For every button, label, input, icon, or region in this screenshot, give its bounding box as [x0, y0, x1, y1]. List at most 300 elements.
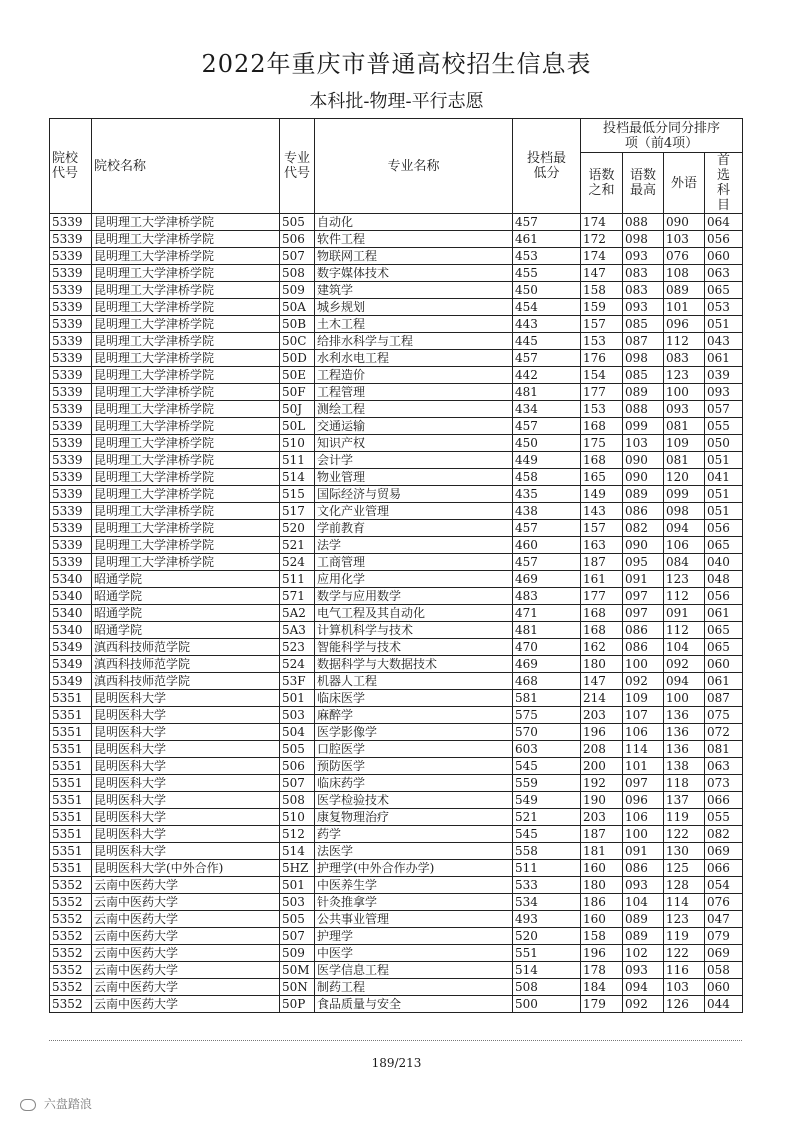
cell-foreign-language: 101	[664, 299, 705, 316]
table-row	[50, 299, 743, 316]
cell-major-code: 507	[280, 928, 315, 945]
cell-major-name: 中医养生学	[315, 877, 513, 894]
cell-sum-chinese-math: 163	[581, 537, 623, 554]
cell-first-subject: 057	[705, 401, 743, 418]
cell-first-subject: 051	[705, 486, 743, 503]
cell-first-subject: 076	[705, 894, 743, 911]
cell-sum-chinese-math: 187	[581, 554, 623, 571]
table-row	[50, 843, 743, 860]
watermark-text: 六盘踏浪	[43, 1097, 92, 1111]
table-row	[50, 350, 743, 367]
cell-min-score: 545	[513, 758, 581, 775]
cell-first-subject: 060	[705, 656, 743, 673]
cell-foreign-language: 126	[664, 996, 705, 1013]
cell-sum-chinese-math: 168	[581, 452, 623, 469]
table-row	[50, 282, 743, 299]
cell-first-subject: 063	[705, 758, 743, 775]
cell-max-chinese-math: 082	[623, 520, 664, 537]
cell-school-code: 5339	[50, 452, 92, 469]
cell-sum-chinese-math: 203	[581, 707, 623, 724]
cell-first-subject: 066	[705, 792, 743, 809]
cell-first-subject: 051	[705, 503, 743, 520]
cell-school-code: 5351	[50, 843, 92, 860]
cell-first-subject: 060	[705, 248, 743, 265]
table-row	[50, 707, 743, 724]
cell-school-name: 昆明医科大学	[92, 775, 280, 792]
cell-school-code: 5349	[50, 673, 92, 690]
cell-major-code: 509	[280, 945, 315, 962]
header-max-chinese-math: 语数最高	[623, 153, 664, 214]
table-row	[50, 826, 743, 843]
table-row	[50, 401, 743, 418]
cell-foreign-language: 116	[664, 962, 705, 979]
cell-first-subject: 043	[705, 333, 743, 350]
cell-school-code: 5349	[50, 639, 92, 656]
cell-school-name: 昆明理工大学津桥学院	[92, 418, 280, 435]
table-row	[50, 622, 743, 639]
cell-school-code: 5351	[50, 775, 92, 792]
cell-sum-chinese-math: 157	[581, 520, 623, 537]
cell-major-code: 514	[280, 469, 315, 486]
cell-max-chinese-math: 090	[623, 452, 664, 469]
header-first-subject: 首选科目	[705, 153, 743, 214]
cell-major-code: 517	[280, 503, 315, 520]
cell-max-chinese-math: 096	[623, 792, 664, 809]
cell-min-score: 493	[513, 911, 581, 928]
cell-major-name: 应用化学	[315, 571, 513, 588]
cell-school-name: 昆明理工大学津桥学院	[92, 537, 280, 554]
cell-major-code: 507	[280, 775, 315, 792]
cell-major-code: 506	[280, 231, 315, 248]
cell-first-subject: 051	[705, 316, 743, 333]
cell-foreign-language: 122	[664, 945, 705, 962]
cell-min-score: 533	[513, 877, 581, 894]
cell-major-name: 自动化	[315, 214, 513, 231]
cell-sum-chinese-math: 174	[581, 248, 623, 265]
cell-min-score: 570	[513, 724, 581, 741]
table-row	[50, 367, 743, 384]
cell-min-score: 575	[513, 707, 581, 724]
cell-sum-chinese-math: 181	[581, 843, 623, 860]
cell-school-code: 5351	[50, 826, 92, 843]
cell-min-score: 469	[513, 571, 581, 588]
cell-school-code: 5352	[50, 979, 92, 996]
cell-first-subject: 065	[705, 622, 743, 639]
cell-major-name: 工商管理	[315, 554, 513, 571]
cell-major-code: 520	[280, 520, 315, 537]
cell-first-subject: 060	[705, 979, 743, 996]
table-row	[50, 809, 743, 826]
cell-min-score: 558	[513, 843, 581, 860]
cell-school-name: 云南中医药大学	[92, 979, 280, 996]
cell-school-code: 5339	[50, 537, 92, 554]
cell-foreign-language: 118	[664, 775, 705, 792]
cell-min-score: 559	[513, 775, 581, 792]
cell-school-name: 昆明医科大学(中外合作)	[92, 860, 280, 877]
cell-major-name: 医学信息工程	[315, 962, 513, 979]
cell-foreign-language: 089	[664, 282, 705, 299]
cell-major-code: 50D	[280, 350, 315, 367]
cell-major-code: 501	[280, 877, 315, 894]
cell-school-name: 昆明理工大学津桥学院	[92, 384, 280, 401]
cell-major-code: 510	[280, 809, 315, 826]
cell-min-score: 442	[513, 367, 581, 384]
cell-major-code: 511	[280, 571, 315, 588]
cell-school-name: 昆明理工大学津桥学院	[92, 248, 280, 265]
cell-min-score: 471	[513, 605, 581, 622]
cell-max-chinese-math: 094	[623, 979, 664, 996]
cell-major-code: 501	[280, 690, 315, 707]
cell-max-chinese-math: 099	[623, 418, 664, 435]
cell-school-code: 5339	[50, 316, 92, 333]
table-body	[50, 214, 743, 1013]
cell-major-code: 50E	[280, 367, 315, 384]
cell-major-code: 503	[280, 707, 315, 724]
table-row	[50, 656, 743, 673]
cell-major-code: 507	[280, 248, 315, 265]
cell-major-name: 麻醉学	[315, 707, 513, 724]
cell-first-subject: 054	[705, 877, 743, 894]
cell-min-score: 455	[513, 265, 581, 282]
cell-min-score: 468	[513, 673, 581, 690]
header-foreign-language: 外语	[664, 153, 705, 214]
table-row	[50, 741, 743, 758]
cell-school-name: 云南中医药大学	[92, 996, 280, 1013]
cell-school-name: 昆明理工大学津桥学院	[92, 333, 280, 350]
cell-major-name: 口腔医学	[315, 741, 513, 758]
cell-school-code: 5351	[50, 809, 92, 826]
cell-school-name: 昆明理工大学津桥学院	[92, 265, 280, 282]
cell-foreign-language: 091	[664, 605, 705, 622]
cell-major-code: 50M	[280, 962, 315, 979]
cell-max-chinese-math: 093	[623, 248, 664, 265]
table-row	[50, 571, 743, 588]
cell-school-name: 昆明医科大学	[92, 809, 280, 826]
cell-first-subject: 063	[705, 265, 743, 282]
cell-max-chinese-math: 092	[623, 673, 664, 690]
cell-max-chinese-math: 086	[623, 622, 664, 639]
cell-max-chinese-math: 107	[623, 707, 664, 724]
cell-major-code: 510	[280, 435, 315, 452]
cell-sum-chinese-math: 200	[581, 758, 623, 775]
cell-max-chinese-math: 100	[623, 826, 664, 843]
cell-school-code: 5352	[50, 996, 92, 1013]
cell-school-code: 5352	[50, 928, 92, 945]
cell-max-chinese-math: 114	[623, 741, 664, 758]
cell-max-chinese-math: 100	[623, 656, 664, 673]
table-row	[50, 418, 743, 435]
cell-major-name: 学前教育	[315, 520, 513, 537]
cell-max-chinese-math: 095	[623, 554, 664, 571]
cell-major-name: 文化产业管理	[315, 503, 513, 520]
cell-major-code: 509	[280, 282, 315, 299]
table-row	[50, 316, 743, 333]
table-row	[50, 520, 743, 537]
cell-min-score: 457	[513, 554, 581, 571]
cell-school-name: 昆明医科大学	[92, 792, 280, 809]
cell-major-name: 水利水电工程	[315, 350, 513, 367]
cell-school-name: 昆明理工大学津桥学院	[92, 452, 280, 469]
cell-foreign-language: 119	[664, 928, 705, 945]
cell-school-code: 5339	[50, 214, 92, 231]
cell-sum-chinese-math: 175	[581, 435, 623, 452]
cell-major-code: 5A3	[280, 622, 315, 639]
cell-first-subject: 039	[705, 367, 743, 384]
cell-first-subject: 053	[705, 299, 743, 316]
table-row	[50, 996, 743, 1013]
cell-sum-chinese-math: 179	[581, 996, 623, 1013]
cell-sum-chinese-math: 158	[581, 282, 623, 299]
cell-min-score: 449	[513, 452, 581, 469]
cell-first-subject: 044	[705, 996, 743, 1013]
cell-first-subject: 065	[705, 537, 743, 554]
cell-first-subject: 048	[705, 571, 743, 588]
cell-school-name: 昆明理工大学津桥学院	[92, 401, 280, 418]
cell-major-name: 知识产权	[315, 435, 513, 452]
cell-min-score: 457	[513, 520, 581, 537]
cell-sum-chinese-math: 159	[581, 299, 623, 316]
cell-school-name: 昭通学院	[92, 588, 280, 605]
page-title: 2022年重庆市普通高校招生信息表	[201, 50, 592, 78]
cell-foreign-language: 123	[664, 571, 705, 588]
cell-max-chinese-math: 083	[623, 282, 664, 299]
cell-min-score: 457	[513, 214, 581, 231]
cell-first-subject: 055	[705, 809, 743, 826]
table-row	[50, 894, 743, 911]
cell-max-chinese-math: 089	[623, 911, 664, 928]
table-row	[50, 588, 743, 605]
cell-min-score: 460	[513, 537, 581, 554]
cell-major-name: 数据科学与大数据技术	[315, 656, 513, 673]
cell-foreign-language: 098	[664, 503, 705, 520]
cell-sum-chinese-math: 208	[581, 741, 623, 758]
cell-major-code: 50A	[280, 299, 315, 316]
cell-major-code: 508	[280, 792, 315, 809]
cell-first-subject: 056	[705, 231, 743, 248]
table-row	[50, 928, 743, 945]
cell-sum-chinese-math: 177	[581, 384, 623, 401]
table-row	[50, 758, 743, 775]
cell-school-name: 昆明理工大学津桥学院	[92, 503, 280, 520]
cell-school-name: 云南中医药大学	[92, 945, 280, 962]
cell-school-name: 昆明理工大学津桥学院	[92, 316, 280, 333]
cell-sum-chinese-math: 184	[581, 979, 623, 996]
cell-first-subject: 061	[705, 605, 743, 622]
cell-min-score: 457	[513, 350, 581, 367]
cell-max-chinese-math: 109	[623, 690, 664, 707]
cell-school-code: 5351	[50, 741, 92, 758]
cell-school-code: 5352	[50, 911, 92, 928]
cell-foreign-language: 112	[664, 622, 705, 639]
cell-max-chinese-math: 104	[623, 894, 664, 911]
cell-school-name: 昆明医科大学	[92, 826, 280, 843]
cell-major-code: 5A2	[280, 605, 315, 622]
cell-min-score: 435	[513, 486, 581, 503]
cell-min-score: 549	[513, 792, 581, 809]
cell-sum-chinese-math: 160	[581, 911, 623, 928]
cell-school-name: 昆明理工大学津桥学院	[92, 282, 280, 299]
cell-major-name: 制药工程	[315, 979, 513, 996]
cell-sum-chinese-math: 174	[581, 214, 623, 231]
cell-max-chinese-math: 090	[623, 537, 664, 554]
cell-school-name: 云南中医药大学	[92, 894, 280, 911]
cell-school-name: 昭通学院	[92, 622, 280, 639]
cell-first-subject: 073	[705, 775, 743, 792]
cell-major-name: 物联网工程	[315, 248, 513, 265]
cell-max-chinese-math: 097	[623, 775, 664, 792]
cell-school-code: 5339	[50, 248, 92, 265]
table-row	[50, 214, 743, 231]
cell-max-chinese-math: 106	[623, 724, 664, 741]
cell-major-code: 50P	[280, 996, 315, 1013]
cell-first-subject: 061	[705, 350, 743, 367]
cell-major-name: 医学影像学	[315, 724, 513, 741]
cell-min-score: 581	[513, 690, 581, 707]
cell-major-name: 城乡规划	[315, 299, 513, 316]
cell-foreign-language: 104	[664, 639, 705, 656]
cell-foreign-language: 094	[664, 673, 705, 690]
cell-sum-chinese-math: 180	[581, 656, 623, 673]
cell-min-score: 445	[513, 333, 581, 350]
cell-school-name: 昆明理工大学津桥学院	[92, 367, 280, 384]
cell-first-subject: 075	[705, 707, 743, 724]
cell-max-chinese-math: 088	[623, 401, 664, 418]
cell-first-subject: 056	[705, 588, 743, 605]
cell-min-score: 450	[513, 282, 581, 299]
cell-first-subject: 040	[705, 554, 743, 571]
cell-max-chinese-math: 085	[623, 316, 664, 333]
cell-school-code: 5349	[50, 656, 92, 673]
cell-sum-chinese-math: 186	[581, 894, 623, 911]
watermark-logo-icon	[20, 1099, 36, 1111]
table-row	[50, 639, 743, 656]
cell-major-code: 524	[280, 554, 315, 571]
cell-max-chinese-math: 092	[623, 996, 664, 1013]
cell-school-code: 5352	[50, 894, 92, 911]
cell-max-chinese-math: 091	[623, 571, 664, 588]
cell-foreign-language: 122	[664, 826, 705, 843]
cell-max-chinese-math: 089	[623, 928, 664, 945]
cell-max-chinese-math: 097	[623, 605, 664, 622]
cell-school-name: 昆明理工大学津桥学院	[92, 214, 280, 231]
cell-min-score: 500	[513, 996, 581, 1013]
cell-school-name: 昆明理工大学津桥学院	[92, 554, 280, 571]
cell-first-subject: 041	[705, 469, 743, 486]
cell-school-name: 昆明医科大学	[92, 741, 280, 758]
cell-sum-chinese-math: 176	[581, 350, 623, 367]
cell-min-score: 508	[513, 979, 581, 996]
cell-foreign-language: 084	[664, 554, 705, 571]
cell-min-score: 450	[513, 435, 581, 452]
cell-foreign-language: 099	[664, 486, 705, 503]
cell-min-score: 438	[513, 503, 581, 520]
cell-first-subject: 055	[705, 418, 743, 435]
cell-school-name: 昆明理工大学津桥学院	[92, 435, 280, 452]
cell-first-subject: 065	[705, 639, 743, 656]
cell-max-chinese-math: 101	[623, 758, 664, 775]
cell-major-code: 50L	[280, 418, 315, 435]
cell-foreign-language: 100	[664, 690, 705, 707]
table-row	[50, 435, 743, 452]
cell-sum-chinese-math: 178	[581, 962, 623, 979]
cell-school-code: 5351	[50, 707, 92, 724]
cell-sum-chinese-math: 149	[581, 486, 623, 503]
cell-school-code: 5340	[50, 622, 92, 639]
header-major-code: 专业代号	[280, 119, 315, 214]
table-row	[50, 554, 743, 571]
cell-school-code: 5339	[50, 265, 92, 282]
cell-sum-chinese-math: 153	[581, 333, 623, 350]
cell-min-score: 434	[513, 401, 581, 418]
cell-school-name: 昆明医科大学	[92, 724, 280, 741]
cell-school-code: 5339	[50, 299, 92, 316]
cell-major-name: 临床医学	[315, 690, 513, 707]
cell-sum-chinese-math: 190	[581, 792, 623, 809]
cell-major-name: 土木工程	[315, 316, 513, 333]
cell-foreign-language: 093	[664, 401, 705, 418]
cell-school-name: 滇西科技师范学院	[92, 639, 280, 656]
cell-school-name: 滇西科技师范学院	[92, 673, 280, 690]
cell-foreign-language: 103	[664, 231, 705, 248]
cell-major-name: 工程管理	[315, 384, 513, 401]
table-row	[50, 724, 743, 741]
cell-foreign-language: 136	[664, 724, 705, 741]
cell-max-chinese-math: 106	[623, 809, 664, 826]
cell-school-name: 昆明理工大学津桥学院	[92, 469, 280, 486]
cell-max-chinese-math: 097	[623, 588, 664, 605]
cell-max-chinese-math: 103	[623, 435, 664, 452]
cell-major-name: 食品质量与安全	[315, 996, 513, 1013]
cell-major-name: 护理学	[315, 928, 513, 945]
cell-sum-chinese-math: 168	[581, 418, 623, 435]
cell-foreign-language: 090	[664, 214, 705, 231]
cell-school-code: 5339	[50, 384, 92, 401]
cell-major-code: 524	[280, 656, 315, 673]
cell-school-code: 5340	[50, 588, 92, 605]
cell-max-chinese-math: 086	[623, 860, 664, 877]
cell-max-chinese-math: 090	[623, 469, 664, 486]
cell-sum-chinese-math: 147	[581, 265, 623, 282]
cell-min-score: 521	[513, 809, 581, 826]
cell-major-name: 机器人工程	[315, 673, 513, 690]
cell-school-code: 5339	[50, 282, 92, 299]
cell-major-name: 法医学	[315, 843, 513, 860]
cell-max-chinese-math: 088	[623, 214, 664, 231]
header-tiebreak-group: 投档最低分同分排序项（前4项）	[581, 119, 743, 153]
cell-major-code: 571	[280, 588, 315, 605]
cell-min-score: 483	[513, 588, 581, 605]
cell-foreign-language: 081	[664, 452, 705, 469]
table-row	[50, 605, 743, 622]
cell-first-subject: 051	[705, 452, 743, 469]
cell-school-code: 5339	[50, 367, 92, 384]
cell-major-name: 公共事业管理	[315, 911, 513, 928]
watermark	[20, 1095, 92, 1112]
cell-max-chinese-math: 087	[623, 333, 664, 350]
cell-foreign-language: 120	[664, 469, 705, 486]
header-school-name: 院校名称	[92, 119, 280, 214]
cell-major-code: 50B	[280, 316, 315, 333]
table-row	[50, 690, 743, 707]
cell-first-subject: 069	[705, 843, 743, 860]
cell-first-subject: 087	[705, 690, 743, 707]
cell-sum-chinese-math: 187	[581, 826, 623, 843]
cell-min-score: 454	[513, 299, 581, 316]
table-row	[50, 469, 743, 486]
cell-max-chinese-math: 085	[623, 367, 664, 384]
cell-min-score: 481	[513, 622, 581, 639]
cell-major-code: 50C	[280, 333, 315, 350]
